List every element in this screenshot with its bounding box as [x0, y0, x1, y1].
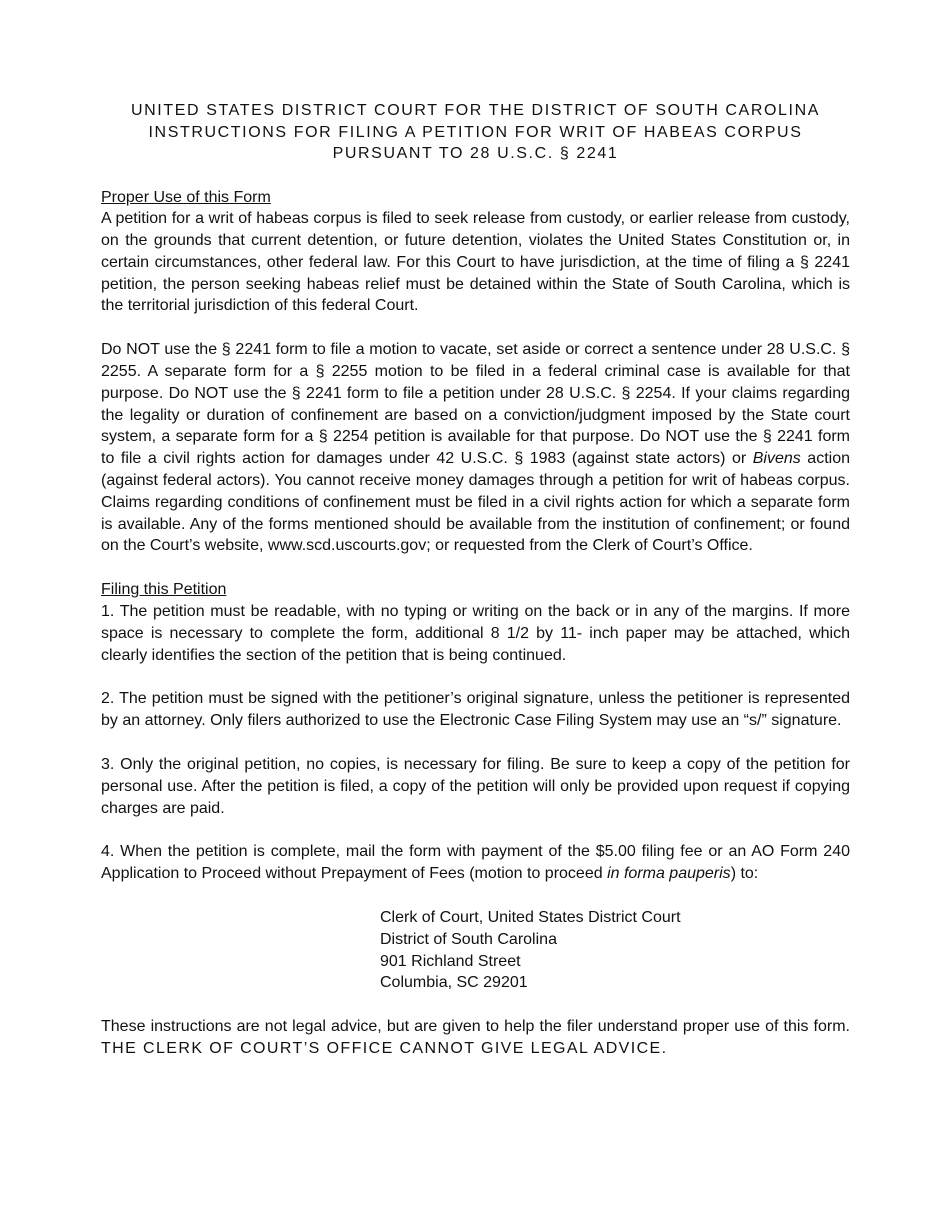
- disclaimer-text: These instructions are not legal advice, but are given to help the filer understand proper use of this form.: [101, 1018, 850, 1036]
- filing-item-3: 3. Only the original petition, no copies, is necessary for filing. Be sure to keep a copy of the petition for personal use. After the petition is filed, a copy of the petition will only be provided upon request if copying charges are paid.: [101, 756, 850, 817]
- title-line-1: UNITED STATES DISTRICT COURT FOR THE DISTRICT OF SOUTH CAROLINA: [131, 102, 820, 119]
- italic-term-bivens: Bivens: [752, 450, 801, 468]
- filing-item-4: [101, 841, 850, 885]
- title-line-3: PURSUANT TO 28 U.S.C. § 2241: [332, 145, 619, 162]
- document-body: [101, 100, 850, 1060]
- section-heading-filing: Filing this Petition: [101, 581, 227, 599]
- paragraph-text: Do NOT use the § 2241 form to file a motion to vacate, set aside or correct a sentence under 28 U.S.C. § 2255. A separate form for a § 2255 motion to be filed in a federal criminal case is available for that purpose. Do NOT use the § 2241 form to file a petition under 28 U.S.C. § 2254. If your claims regarding the legality or duration of confinement are based on a conviction/judgment imposed by the State court system, a separate form for a § 2254 petition is available for that purpose. Do NOT use the § 2241 form to file a civil rights action for damages under 42 U.S.C. § 1983 (against state actors) or: [101, 341, 850, 468]
- italic-term-in-forma-pauperis: in forma pauperis: [607, 865, 731, 883]
- proper-use-paragraph-2: [101, 339, 850, 557]
- paragraph-text: 4. When the petition is complete, mail the form with payment of the $5.00 filing fee or an AO Form 240 Application to Proceed without Prepayment of Fees (motion to proceed: [101, 843, 850, 883]
- mailing-address: [380, 907, 850, 994]
- address-line-3: 901 Richland Street: [380, 952, 521, 970]
- section-heading-proper-use: Proper Use of this Form: [101, 188, 271, 206]
- filing-item-2: 2. The petition must be signed with the petitioner’s original signature, unless the petitioner is represented by an attorney. Only filers authorized to use the Electronic Case Filing System may use an “s/” signature.: [101, 690, 850, 730]
- document-title: [101, 100, 850, 165]
- paragraph-text: action (against federal actors). You cannot receive money damages through a petition for writ of habeas corpus. Claims regarding conditions of confinement must be filed in a civil rights action for which a separate form is available. Any of the forms mentioned should be available from the institution of confinement; or found on the Court’s website, www.scd.uscourts.gov; or requested from the Clerk of Court’s Office.: [101, 450, 851, 555]
- spacer: [101, 557, 850, 579]
- address-line-4: Columbia, SC 29201: [380, 974, 528, 992]
- filing-item-1: 1. The petition must be readable, with no typing or writing on the back or in any of the margins. If more space is necessary to complete the form, additional 8 1/2 by 11- inch paper may be attached, which clearly identifies the section of the petition that is being continued.: [101, 603, 850, 664]
- spacer: [101, 819, 850, 841]
- spacer: [101, 317, 850, 339]
- spacer: [101, 732, 850, 754]
- proper-use-paragraph-1: A petition for a writ of habeas corpus is filed to seek release from custody, or earlier release from custody, on the grounds that current detention, or future detention, violates the United States Constitution or, in certain circumstances, other federal law. For this Court to have jurisdiction, at the time of filing a § 2241 petition, the person seeking habeas relief must be detained within the State of South Carolina, which is the territorial jurisdiction of this federal Court.: [101, 210, 850, 315]
- paragraph-text: ) to:: [730, 865, 759, 883]
- title-line-2: INSTRUCTIONS FOR FILING A PETITION FOR WRIT OF HABEAS CORPUS: [148, 123, 803, 141]
- spacer: [101, 994, 850, 1016]
- spacer: [101, 666, 850, 688]
- disclaimer-caps: THE CLERK OF COURT’S OFFICE CANNOT GIVE LEGAL ADVICE.: [101, 1040, 668, 1057]
- spacer: [101, 885, 850, 907]
- address-line-2: District of South Carolina: [380, 930, 557, 948]
- address-line-1: Clerk of Court, United States District Court: [380, 909, 681, 927]
- footer-disclaimer: [101, 1016, 850, 1060]
